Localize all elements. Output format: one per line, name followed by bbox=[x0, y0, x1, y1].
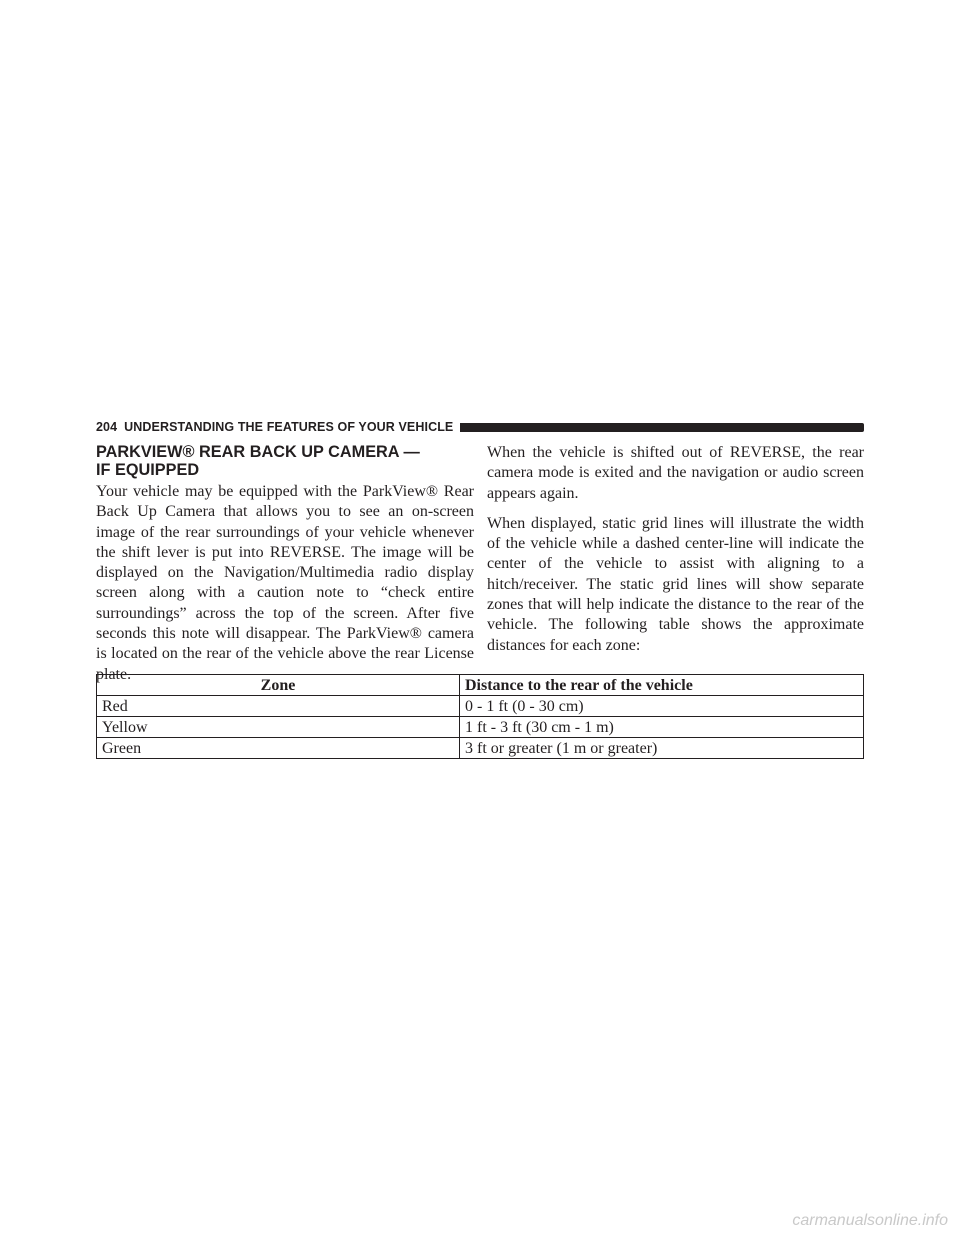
table-row bbox=[97, 696, 864, 717]
left-column bbox=[96, 443, 474, 695]
column-header-distance: Distance to the rear of the vehicle bbox=[460, 675, 864, 696]
heading-line-1: PARKVIEW® REAR BACK UP CAMERA — bbox=[96, 443, 420, 461]
header-rule bbox=[460, 423, 864, 432]
article-heading bbox=[96, 443, 474, 479]
table-header-row bbox=[97, 675, 864, 696]
section-title: UNDERSTANDING THE FEATURES OF YOUR VEHICLE bbox=[124, 420, 454, 434]
column-header-zone: Zone bbox=[97, 675, 460, 696]
zone-cell: Yellow bbox=[97, 717, 460, 738]
paragraph-reverse-exit: When the vehicle is shifted out of REVERSE, the rear camera mode is exited and the navigation or audio screen appears again. bbox=[487, 444, 864, 502]
page-number: 204 bbox=[96, 420, 118, 434]
right-column bbox=[487, 443, 864, 666]
distance-cell: 0 - 1 ft (0 - 30 cm) bbox=[460, 696, 864, 717]
page-header bbox=[96, 418, 864, 436]
watermark: carmanualsonline.info bbox=[792, 1212, 948, 1229]
table-row bbox=[97, 717, 864, 738]
paragraph-grid-lines: When displayed, static grid lines will illustrate the width of the vehicle while a dashed center-line will indicate the center of the vehicle to assist with aligning to a hitch/receiver. The static grid lines will show separate zones that will help indicate the distance to the rear of the vehicle. The following table shows the approximate distances for each zone: bbox=[487, 514, 864, 654]
zone-cell: Red bbox=[97, 696, 460, 717]
zone-distance-table bbox=[96, 674, 864, 759]
paragraph-intro: Your vehicle may be equipped with the ParkView® Rear Back Up Camera that allows you to see an on-screen image of the rear surroundings of your vehicle whenever the shift lever is put into REVERSE. The image will be displayed on the Navigation/Multimedia radio display screen along with a caution note to “check entire surroundings” across the top of the screen. After five seconds this note will disappear. The ParkView® camera is located on the rear of the vehicle above the rear License plate. bbox=[96, 483, 474, 683]
distance-cell: 3 ft or greater (1 m or greater) bbox=[460, 738, 864, 759]
table-row bbox=[97, 738, 864, 759]
heading-line-2: IF EQUIPPED bbox=[96, 461, 200, 479]
zone-cell: Green bbox=[97, 738, 460, 759]
distance-cell: 1 ft - 3 ft (30 cm - 1 m) bbox=[460, 717, 864, 738]
